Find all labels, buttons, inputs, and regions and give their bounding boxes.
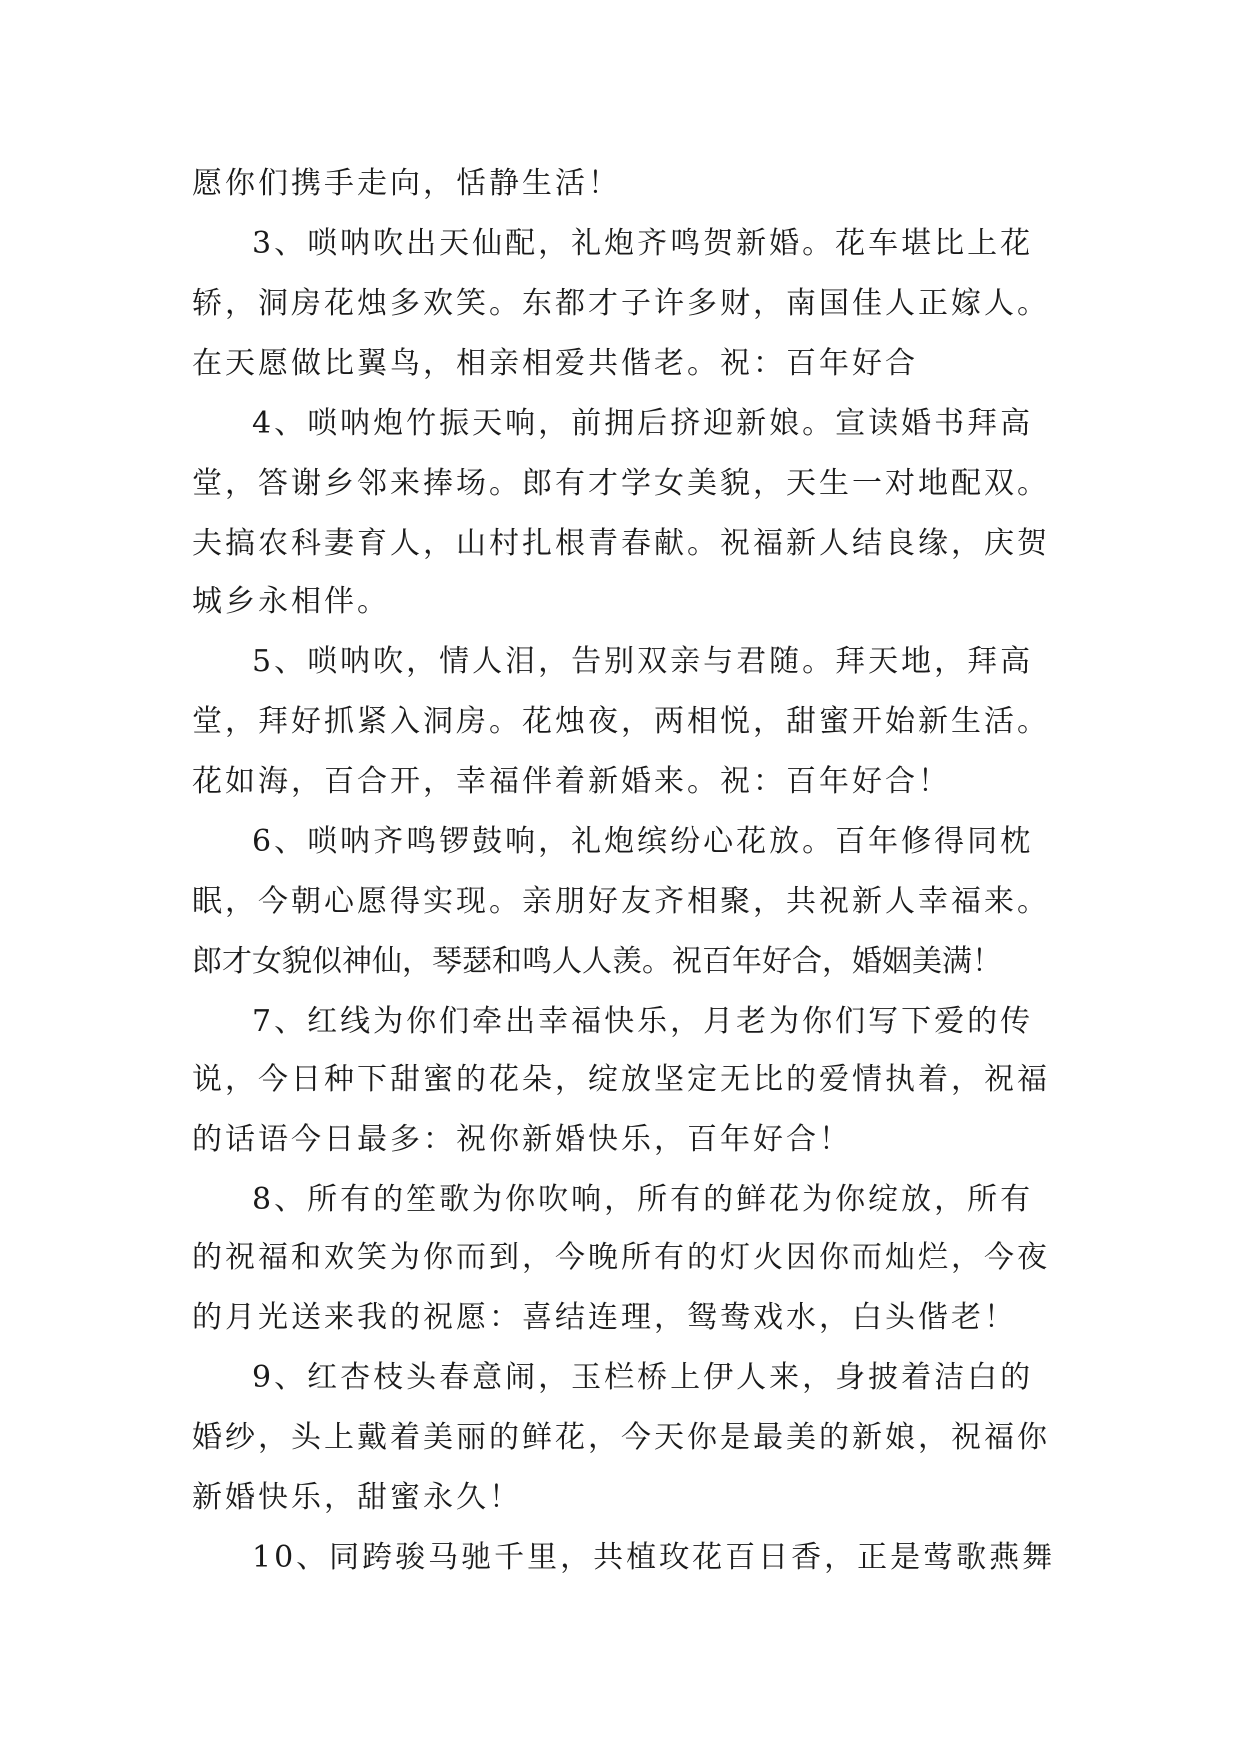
text-line: 在天愿做比翼鸟，相亲相爱共偕老。祝：百年好合 <box>192 346 918 381</box>
text-line: 堂，拜好抓紧入洞房。花烛夜，两相悦，甜蜜开始新生活。 <box>192 704 1050 739</box>
text-line: 说，今日种下甜蜜的花朵，绽放坚定无比的爱情执着，祝福 <box>192 1062 1050 1097</box>
text-line: 10、同跨骏马驰千里，共植玫花百日香，正是莺歌燕舞 <box>252 1540 1056 1575</box>
text-line: 8、所有的笙歌为你吹响，所有的鲜花为你绽放，所有 <box>252 1182 1034 1217</box>
text-line: 夫搞农科妻育人，山村扎根青春献。祝福新人结良缘，庆贺 <box>192 526 1050 561</box>
text-line: 轿，洞房花烛多欢笑。东都才子许多财，南国佳人正嫁人。 <box>192 286 1050 321</box>
text-line: 城乡永相伴。 <box>192 584 390 619</box>
text-line: 花如海，百合开，幸福伴着新婚来。祝：百年好合！ <box>192 764 951 799</box>
text-line: 7、红线为你们牵出幸福快乐，月老为你们写下爱的传 <box>252 1004 1034 1039</box>
text-line: 的话语今日最多：祝你新婚快乐，百年好合！ <box>192 1122 852 1157</box>
text-line: 新婚快乐，甜蜜永久！ <box>192 1480 522 1515</box>
text-line: 3、唢呐吹出天仙配，礼炮齐鸣贺新婚。花车堪比上花 <box>252 226 1034 261</box>
text-line: 4、唢呐炮竹振天响，前拥后挤迎新娘。宣读婚书拜高 <box>252 406 1034 441</box>
text-line: 婚纱，头上戴着美丽的鲜花，今天你是最美的新娘，祝福你 <box>192 1420 1050 1455</box>
text-line: 愿你们携手走向，恬静生活！ <box>192 166 621 201</box>
text-line: 的祝福和欢笑为你而到，今晚所有的灯火因你而灿烂，今夜 <box>192 1240 1050 1275</box>
text-line: 9、红杏枝头春意闹，玉栏桥上伊人来，身披着洁白的 <box>252 1360 1034 1395</box>
text-line: 眠，今朝心愿得实现。亲朋好友齐相聚，共祝新人幸福来。 <box>192 884 1050 919</box>
text-line: 的月光送来我的祝愿：喜结连理，鸳鸯戏水，白头偕老！ <box>192 1300 1017 1335</box>
text-line: 6、唢呐齐鸣锣鼓响，礼炮缤纷心花放。百年修得同枕 <box>252 824 1034 859</box>
text-line: 郎才女貌似神仙，琴瑟和鸣人人羡。祝百年好合，婚姻美满！ <box>192 944 1002 979</box>
text-line: 堂，答谢乡邻来捧场。郎有才学女美貌，天生一对地配双。 <box>192 466 1050 501</box>
text-line: 5、唢呐吹，情人泪，告别双亲与君随。拜天地，拜高 <box>252 644 1034 679</box>
